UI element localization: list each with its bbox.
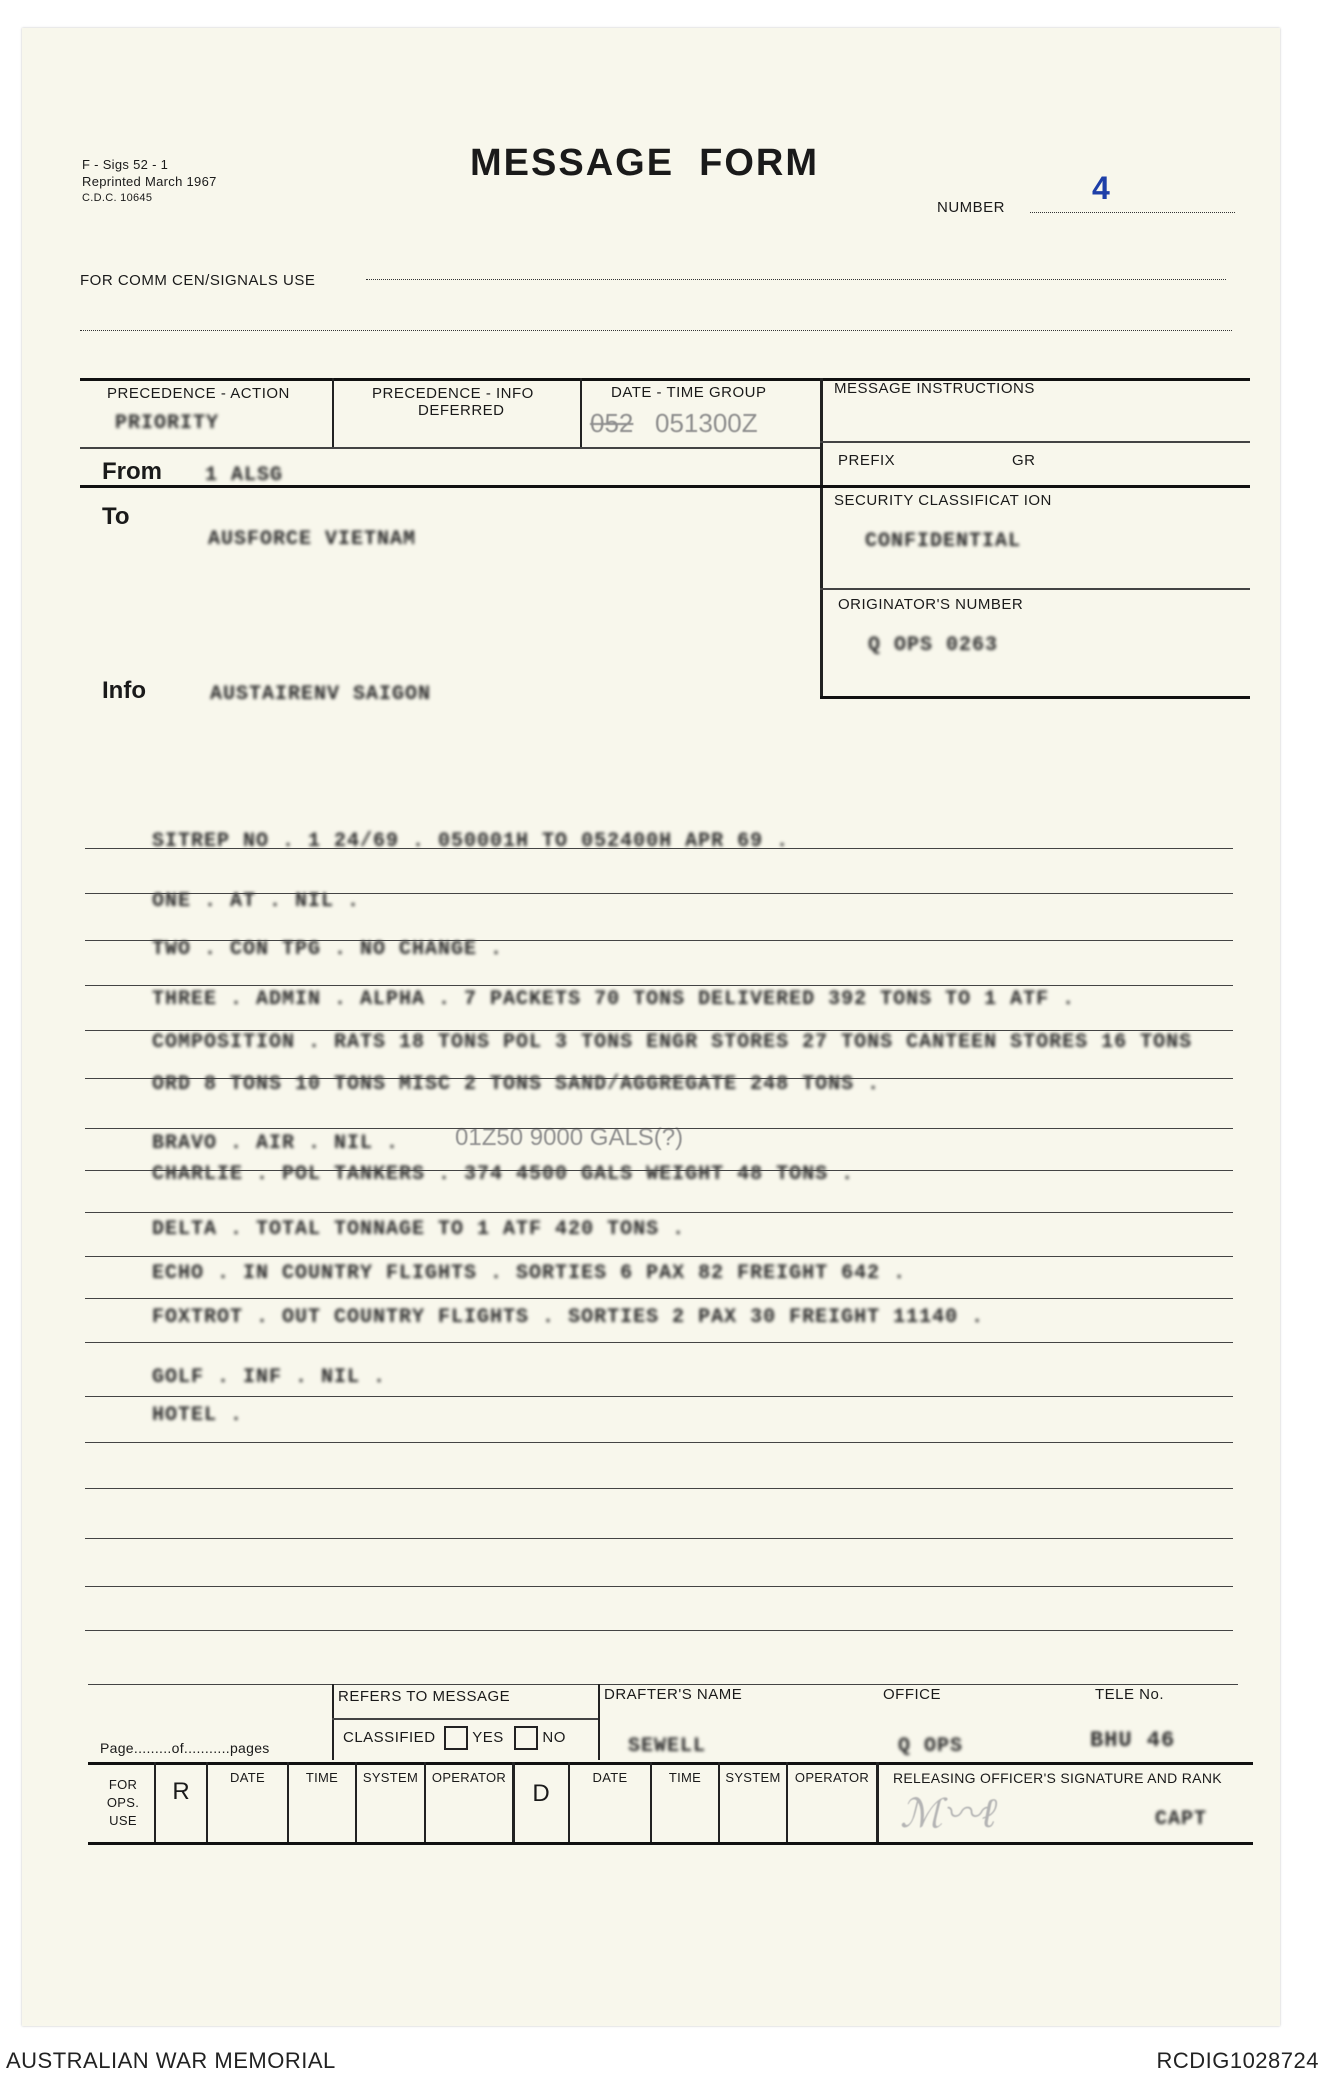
for-ops-use-1: FOR (108, 1777, 138, 1792)
r-label: R (172, 1778, 190, 1805)
precedence-action-label: PRECEDENCE - ACTION (107, 385, 290, 402)
form-code-line2: Reprinted March 1967 (82, 174, 217, 189)
precedence-action-value: PRIORITY (115, 412, 220, 435)
instructions-rule (820, 441, 1250, 443)
number-dotted-line (1030, 212, 1235, 213)
body-line: TWO . CON TPG . NO CHANGE . (152, 938, 504, 961)
precedence-info-label: PRECEDENCE - INFO (372, 385, 534, 402)
header-divider-3 (820, 378, 823, 698)
body-line: DELTA . TOTAL TONNAGE TO 1 ATF 420 TONS . (152, 1218, 686, 1241)
drafters-name-label: DRAFTER'S NAME (604, 1686, 743, 1703)
comm-cen-dotted-line-1 (366, 279, 1226, 280)
message-ruled-line (85, 1128, 1233, 1129)
time2-label: TIME (668, 1770, 702, 1785)
system-label: SYSTEM (362, 1770, 419, 1785)
form-title: MESSAGE FORM (470, 142, 820, 184)
message-ruled-line (85, 1442, 1233, 1443)
body-line: FOXTROT . OUT COUNTRY FLIGHTS . SORTIES 2 PAX 30 FREIGHT 11140 . (152, 1306, 985, 1329)
body-line: COMPOSITION . RATS 18 TONS POL 3 TONS ENGR STORES 27 TONS CANTEEN STORES 16 TONS (152, 1031, 1193, 1054)
security-classification-label: SECURITY CLASSIFICAT ION (834, 492, 1052, 509)
classified-label: CLASSIFIED (343, 1728, 436, 1746)
dtg-value: 051300Z (655, 408, 758, 438)
originator-number-value: Q OPS 0263 (868, 634, 999, 657)
refers-box-left (332, 1684, 334, 1760)
prefix-label: PREFIX (838, 452, 896, 469)
security-rule (820, 588, 1250, 590)
body-line: ORD 8 TONS 10 TONS MISC 2 TONS SAND/AGGREGATE 248 TONS . (152, 1073, 881, 1096)
to-value: AUSFORCE VIETNAM (208, 528, 417, 551)
header-top-rule (80, 378, 1250, 381)
rank-value: CAPT (1155, 1808, 1208, 1831)
system2-label: SYSTEM (725, 1770, 781, 1785)
message-ruled-line (85, 1630, 1233, 1631)
message-ruled-line (85, 985, 1233, 986)
releasing-signature: ℳ〰︎ℓ (900, 1792, 996, 1836)
dtg-struck-value: 052 (590, 408, 634, 438)
message-ruled-line (85, 848, 1233, 849)
classified-yes-checkbox[interactable] (444, 1726, 468, 1750)
ops-grid-col (876, 1762, 879, 1842)
message-ruled-line (85, 893, 1233, 894)
security-classification-value: CONFIDENTIAL (865, 530, 1022, 553)
message-ruled-line (85, 1256, 1233, 1257)
refers-divider (332, 1718, 598, 1720)
info-label: Info (102, 677, 146, 704)
message-ruled-line (85, 940, 1233, 941)
body-line: ECHO . IN COUNTRY FLIGHTS . SORTIES 6 PAX 82 FREIGHT 642 . (152, 1262, 907, 1285)
ops-grid-top-rule (88, 1762, 1253, 1765)
releasing-officer-label: RELEASING OFFICER'S SIGNATURE AND RANK (893, 1770, 1222, 1786)
yes-label: YES (472, 1728, 504, 1746)
refers-box-right (598, 1684, 600, 1760)
operator-label: OPERATOR (431, 1770, 507, 1785)
pencil-note: 01Z50 9000 GALS(?) (455, 1124, 684, 1151)
message-ruled-line (85, 1298, 1233, 1299)
body-line: THREE . ADMIN . ALPHA . 7 PACKETS 70 TONS DELIVERED 392 TONS TO 1 ATF . (152, 988, 1076, 1011)
message-ruled-line (85, 1488, 1233, 1489)
message-ruled-line (85, 1212, 1233, 1213)
gr-label: GR (1012, 452, 1036, 469)
classified-no-checkbox[interactable] (514, 1726, 538, 1750)
number-value: 4 (1092, 170, 1110, 206)
header-row-rule (80, 447, 820, 449)
office-label: OFFICE (883, 1686, 941, 1703)
deferred-label: DEFERRED (418, 402, 505, 419)
tele-no-label: TELE No. (1095, 1686, 1165, 1703)
classified-row (343, 1726, 566, 1750)
for-ops-use-3: USE (109, 1813, 137, 1828)
info-value: AUSTAIRENV SAIGON (210, 683, 432, 706)
message-ruled-line (85, 1396, 1233, 1397)
from-label: From (102, 458, 162, 485)
originator-number-label: ORIGINATOR'S NUMBER (838, 596, 1024, 613)
from-value: 1 ALSG (205, 464, 284, 487)
archive-id: RCDIG1028724 (1156, 2048, 1319, 2073)
message-instructions-label: MESSAGE INSTRUCTIONS (834, 380, 1035, 397)
originator-bottom-rule (820, 696, 1250, 699)
form-code-line3: C.D.C. 10645 (82, 192, 153, 204)
header-divider-2 (580, 378, 582, 448)
message-ruled-line (85, 1170, 1233, 1171)
message-ruled-line (85, 1342, 1233, 1343)
archive-source: AUSTRALIAN WAR MEMORIAL (6, 2048, 336, 2073)
header-divider-1 (332, 378, 334, 448)
message-ruled-line (85, 1030, 1233, 1031)
d-label: D (532, 1780, 550, 1807)
date-label: DATE (230, 1770, 265, 1785)
drafters-name-value: SEWELL (628, 1735, 707, 1758)
refers-to-message-label: REFERS TO MESSAGE (338, 1688, 511, 1705)
body-line: CHARLIE . POL TANKERS . 374 4500 GALS WEIGHT 48 TONS . (152, 1163, 855, 1186)
message-form-sheet (22, 28, 1280, 2026)
number-label: NUMBER (937, 199, 1006, 216)
body-line: ONE . AT . NIL . (152, 890, 361, 913)
body-line: GOLF . INF . NIL . (152, 1366, 387, 1389)
message-ruled-line (85, 1586, 1233, 1587)
form-code-line1: F - Sigs 52 - 1 (82, 157, 169, 172)
time-label: TIME (305, 1770, 339, 1785)
footer-top-rule (88, 1684, 1238, 1685)
message-ruled-line (85, 1538, 1233, 1539)
ops-grid-bottom-rule (88, 1842, 1253, 1845)
operator2-label: OPERATOR (794, 1770, 870, 1785)
body-line: SITREP NO . 1 24/69 . 050001H TO 052400H APR 69 . (152, 830, 790, 853)
to-label: To (102, 503, 130, 530)
for-ops-use-2: OPS. (106, 1795, 140, 1810)
comm-cen-dotted-line-2 (80, 330, 1232, 331)
date2-label: DATE (592, 1770, 628, 1785)
dtg-label: DATE - TIME GROUP (611, 384, 767, 401)
comm-cen-label: FOR COMM CEN/SIGNALS USE (80, 272, 316, 289)
office-value: Q OPS (898, 1735, 964, 1758)
body-line: HOTEL . (152, 1404, 244, 1427)
body-line: BRAVO . AIR . NIL . (152, 1132, 400, 1155)
message-ruled-line (85, 1078, 1233, 1079)
no-label: NO (542, 1728, 566, 1746)
page-count-label: Page.........of...........pages (100, 1740, 270, 1756)
tele-no-value: BHU 46 (1090, 1728, 1176, 1753)
